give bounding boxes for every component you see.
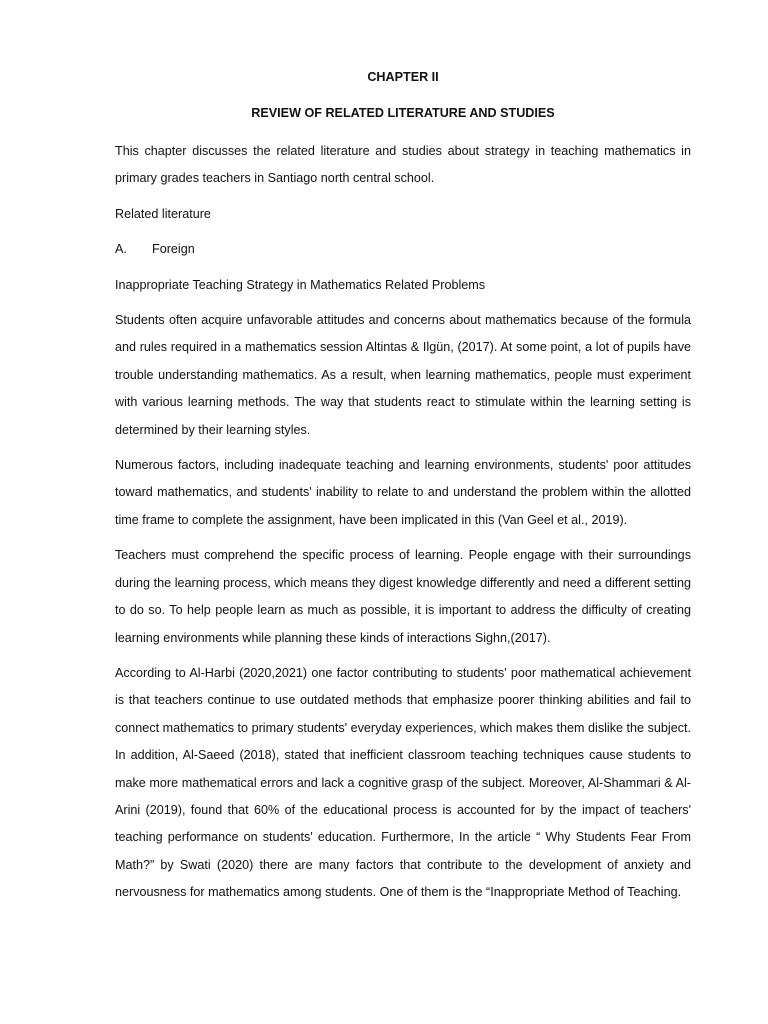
subsection-letter: A.: [115, 242, 127, 257]
document-page: [115, 66, 691, 915]
body-paragraph: Students often acquire unfavorable attitudes and concerns about mathematics because of the formula and rules required in a mathematics session Altintas & Ilgün, (2017). At some point, a lot of pupils have trouble understanding mathematics. As a result, when learning mathematics, people must experiment with various learning methods. The way that students react to stimulate within the learning setting is determined by their learning styles.: [115, 313, 691, 437]
body-paragraph: Numerous factors, including inadequate teaching and learning environments, students' poor attitudes toward mathematics, and students' inability to relate to and understand the problem within the allotted time frame to complete the assignment, have been implicated in this (Van Geel et al., 2019).: [115, 458, 691, 527]
body-paragraph: Teachers must comprehend the specific process of learning. People engage with their surroundings during the learning process, which means they digest knowledge differently and need a different setting to do so. To help people learn as much as possible, it is important to address the difficulty of creating learning environments while planning these kinds of interactions Sighn,(2017).: [115, 548, 691, 645]
section-heading: Related literature: [115, 206, 211, 221]
topic-heading: Inappropriate Teaching Strategy in Mathematics Related Problems: [115, 277, 486, 292]
chapter-label: CHAPTER II: [367, 70, 439, 84]
chapter-title: REVIEW OF RELATED LITERATURE AND STUDIES: [251, 106, 555, 120]
subsection-item: [115, 236, 691, 263]
subsection-label: Foreign: [152, 242, 195, 257]
body-paragraph: According to Al-Harbi (2020,2021) one factor contributing to students' poor mathematical achievement is that teachers continue to use outdated methods that emphasize poorer thinking abilities and fail to connect mathematics to primary students' everyday experiences, which makes them dislike the subject. In addition, Al-Saeed (2018), stated that inefficient classroom teaching techniques cause students to make more mathematical errors and lack a cognitive grasp of the subject. Moreover, Al-Shammari & Al-Arini (2019), found that 60% of the educational process is accounted for by the impact of teachers' teaching performance on students' education. Furthermore, In the article “ Why Students Fear From Math?” by Swati (2020) there are many factors that contribute to the development of anxiety and nervousness for mathematics among students. One of them is the “Inappropriate Method of Teaching.: [115, 665, 691, 900]
intro-paragraph: This chapter discusses the related literature and studies about strategy in teaching mathematics in primary grades teachers in Santiago north central school.: [115, 144, 691, 186]
